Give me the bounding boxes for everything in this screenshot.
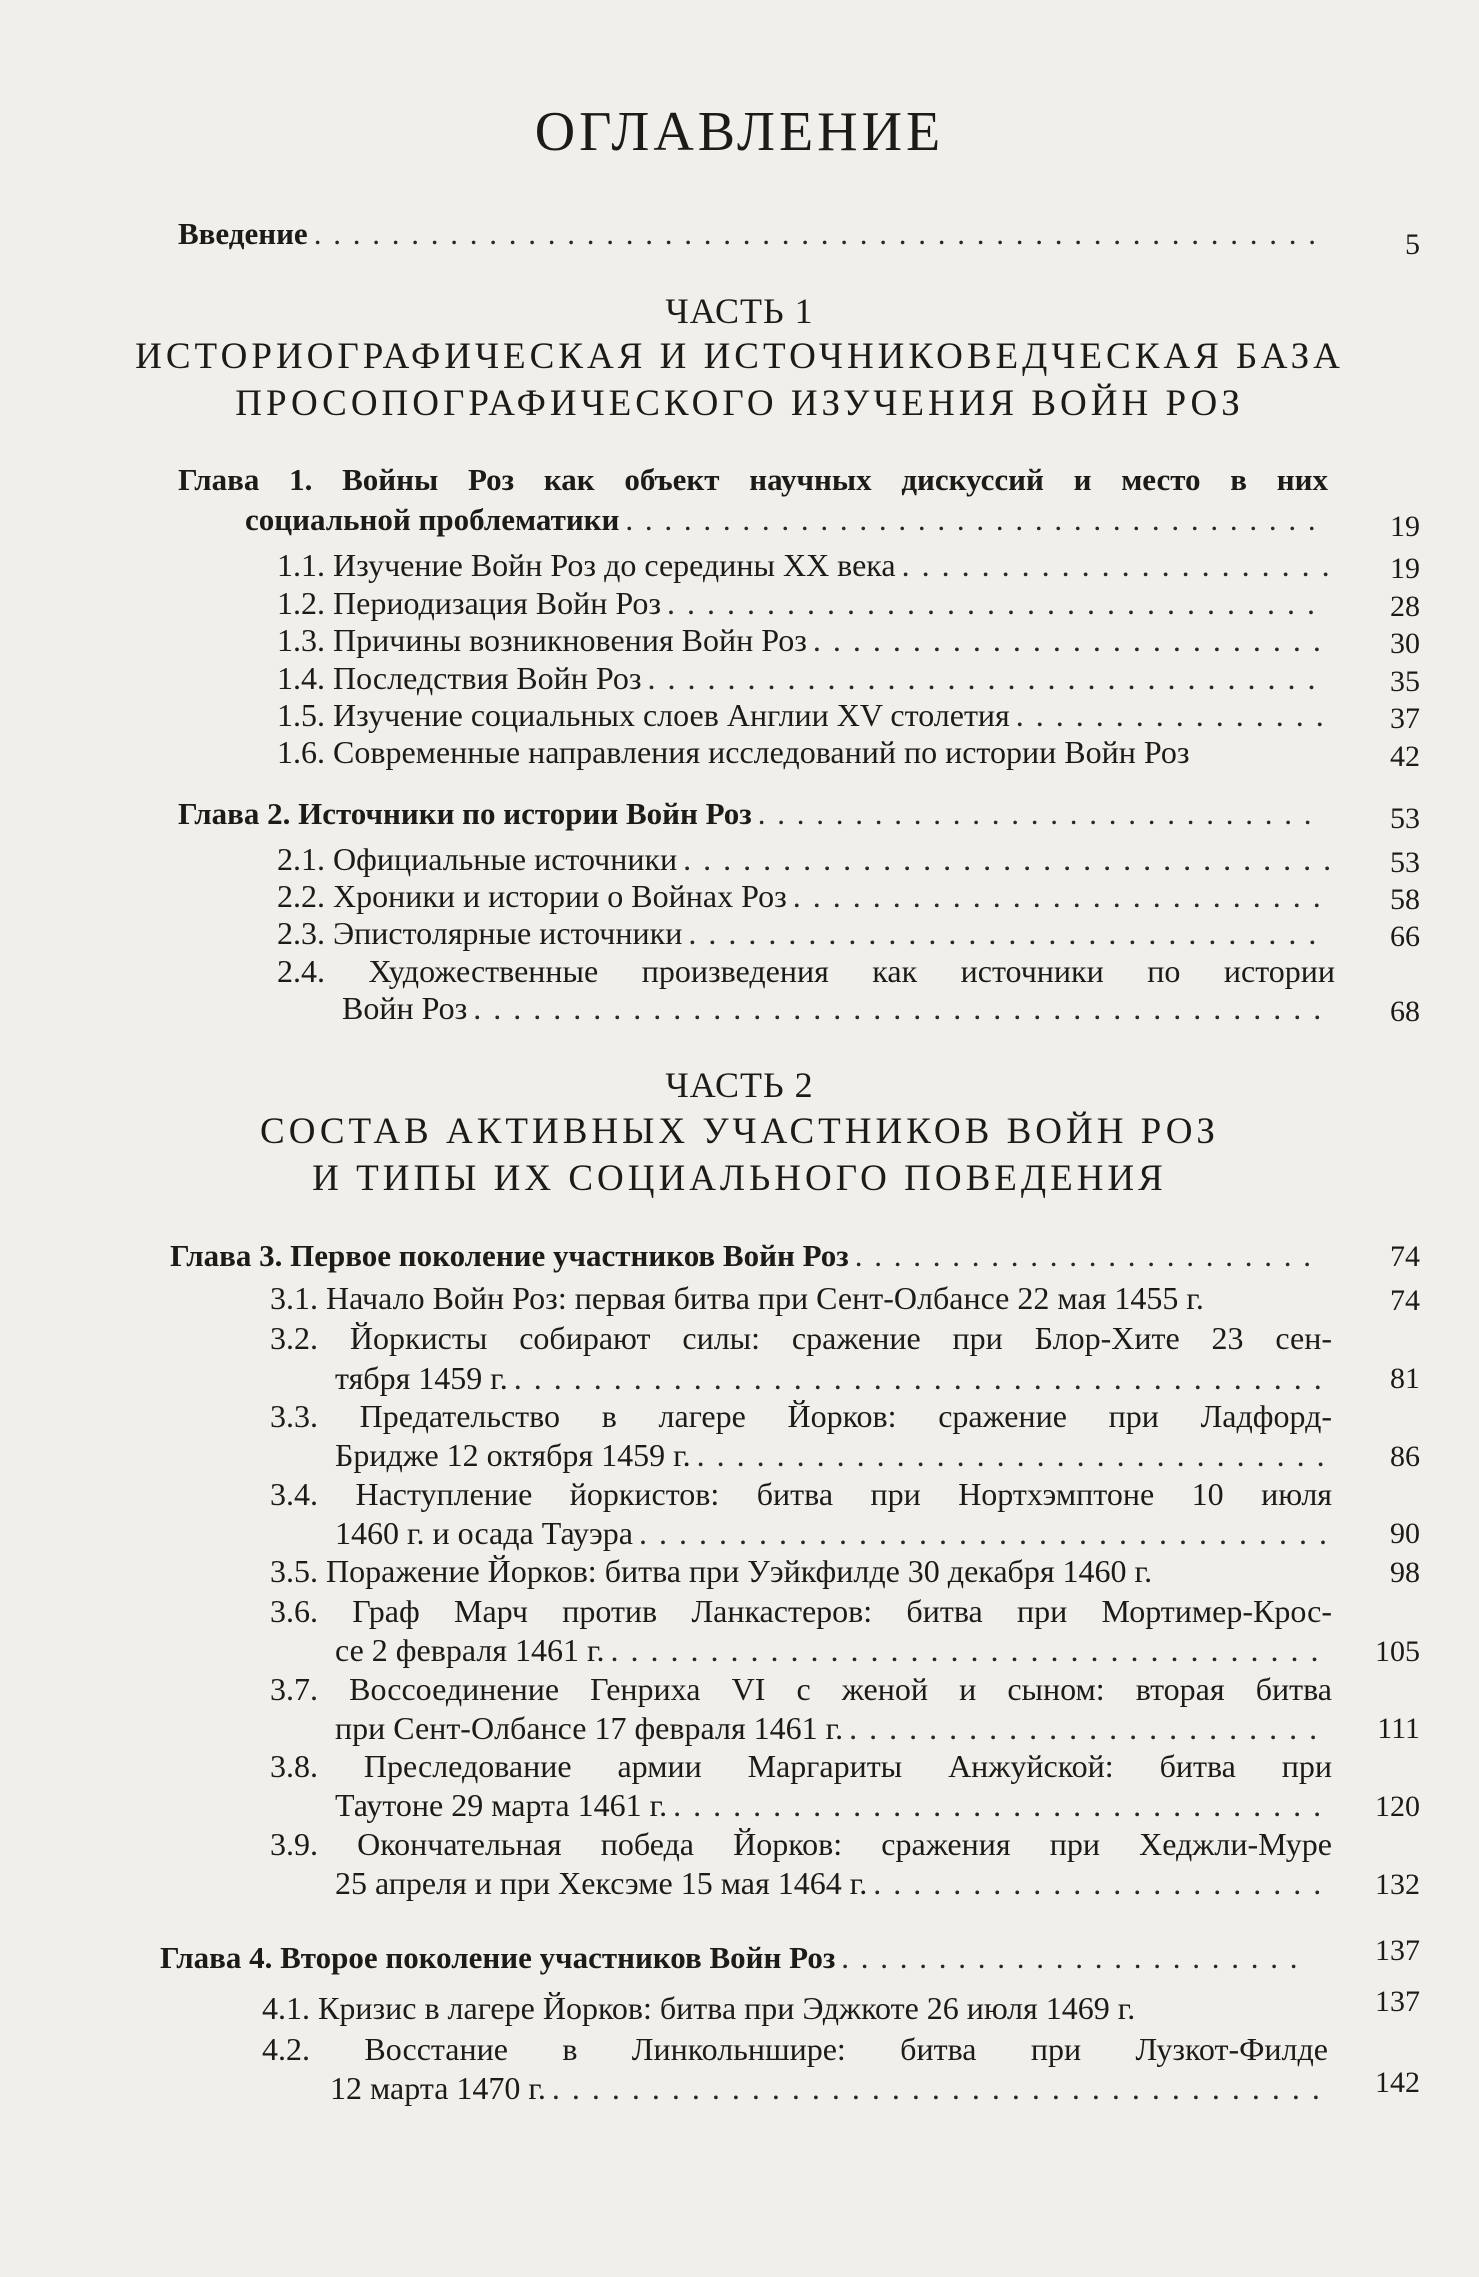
leader-dots — [314, 216, 1322, 252]
toc-entry-1-5[interactable]: 1.5. Изучение социальных слоев Англии XV столетия . . . — [277, 697, 1335, 734]
part-2-title-line2: И ТИПЫ ИХ СОЦИАЛЬНОГО ПОВЕДЕНИЯ — [312, 1158, 1167, 1199]
toc-entry-4-2-line1[interactable]: 4.2. Восстание в Линкольншире: битва при Лузкот-Филде — [262, 2031, 1328, 2067]
page-number: 111 — [1377, 1712, 1420, 1745]
toc-entry-3-8-line1[interactable]: 3.8. Преследование армии Маргариты Анжуйской: битва при — [270, 1748, 1332, 1784]
toc-entry-3-7-line1[interactable]: 3.7. Воссоединение Генриха VI с женой и сыном: вторая битва — [270, 1671, 1332, 1707]
page-number: 137 — [1375, 1934, 1420, 1967]
page-number: 74 — [1390, 1240, 1420, 1273]
toc-entry-2-2[interactable]: 2.2. Хроники и истории о Войнах Роз . . . — [277, 878, 1335, 915]
page-number: 98 — [1390, 1556, 1420, 1589]
part-1-title-line1: ИСТОРИОГРАФИЧЕСКАЯ И ИСТОЧНИКОВЕДЧЕСКАЯ БАЗА — [135, 336, 1344, 377]
toc-entry-3-6[interactable]: се 2 февраля 1461 г. . . . — [335, 1632, 1332, 1669]
page-number: 37 — [1390, 702, 1420, 735]
toc-entry-1-6[interactable]: 1.6. Современные направления исследований по истории Войн Роз — [277, 734, 1190, 770]
part-2-label: ЧАСТЬ 2 — [665, 1065, 814, 1105]
page-title: ОГЛАВЛЕНИЕ — [534, 101, 945, 163]
toc-entry-3-3-line1[interactable]: 3.3. Предательство в лагере Йорков: сражение при Ладфорд- — [270, 1398, 1332, 1434]
page-number: 53 — [1390, 846, 1420, 879]
page-number: 90 — [1390, 1517, 1420, 1550]
page-number: 19 — [1390, 510, 1420, 543]
page-number: 30 — [1390, 627, 1420, 660]
page-number: 19 — [1390, 552, 1420, 585]
page-number: 28 — [1390, 590, 1420, 623]
page-number: 81 — [1390, 1362, 1420, 1395]
toc-entry-2-1[interactable]: 2.1. Официальные источники . . . — [277, 841, 1335, 878]
leader-dots — [793, 878, 1329, 915]
toc-entry-3-9-line1[interactable]: 3.9. Окончательная победа Йорков: сражения при Хеджли-Муре — [270, 1826, 1332, 1862]
toc-entry-3-5[interactable]: 3.5. Поражение Йорков: битва при Уэйкфилде 30 декабря 1460 г. — [270, 1553, 1153, 1589]
toc-entry-4-1[interactable]: 4.1. Кризис в лагере Йорков: битва при Эджкоте 26 июля 1469 г. — [262, 1990, 1136, 2026]
leader-dots — [758, 796, 1322, 832]
leader-dots — [855, 1238, 1314, 1274]
page-number: 142 — [1375, 2066, 1420, 2099]
page-number: 132 — [1375, 1868, 1420, 1901]
leader-dots — [873, 1865, 1326, 1902]
toc-entry-3-7[interactable]: при Сент-Олбансе 17 февраля 1461 г. . . . — [335, 1710, 1332, 1747]
toc-entry-3-4[interactable]: 1460 г. и осада Тауэра . . . — [335, 1515, 1332, 1552]
leader-dots — [667, 585, 1329, 622]
page-number: 74 — [1390, 1284, 1420, 1317]
toc-entry-1-1[interactable]: 1.1. Изучение Войн Роз до середины XX века . . . — [277, 547, 1335, 584]
toc-entry-chapter-4[interactable]: Глава 4. Второе поколение участников Войн Роз . . . — [160, 1940, 1315, 1976]
toc-entry-4-2[interactable]: 12 марта 1470 г. . . . — [330, 2070, 1328, 2107]
leader-dots — [611, 1632, 1326, 1669]
page-number: 42 — [1390, 740, 1420, 773]
toc-entry-3-4-line1[interactable]: 3.4. Наступление йоркистов: битва при Нортхэмптоне 10 июля — [270, 1476, 1332, 1512]
toc-entry-2-3[interactable]: 2.3. Эпистолярные источники . . . — [277, 915, 1335, 952]
leader-dots — [841, 1940, 1309, 1976]
toc-entry-3-2[interactable]: тября 1459 г. . . . — [335, 1360, 1332, 1397]
leader-dots — [902, 547, 1329, 584]
toc-entry-chapter-2[interactable]: Глава 2. Источники по истории Войн Роз . . . — [178, 796, 1328, 832]
toc-entry-3-6-line1[interactable]: 3.6. Граф Марч против Ланкастеров: битва при Мортимер-Крос- — [270, 1593, 1332, 1629]
leader-dots — [552, 2070, 1322, 2107]
part-1-title-line2: ПРОСОПОГРАФИЧЕСКОГО ИЗУЧЕНИЯ ВОЙН РОЗ — [235, 383, 1244, 424]
leader-dots — [473, 990, 1329, 1027]
leader-dots — [697, 1437, 1326, 1474]
leader-dots — [813, 622, 1329, 659]
page-number: 137 — [1375, 1985, 1420, 2018]
leader-dots — [673, 1787, 1326, 1824]
leader-dots — [683, 841, 1329, 878]
page-number: 68 — [1390, 995, 1420, 1028]
toc-entry-chapter-1[interactable]: социальной проблематики . . . — [245, 502, 1335, 538]
leader-dots — [625, 502, 1329, 538]
page-number: 58 — [1390, 883, 1420, 916]
leader-dots — [514, 1360, 1326, 1397]
part-1-label: ЧАСТЬ 1 — [665, 291, 814, 331]
toc-entry-2-4[interactable]: Войн Роз . . . — [342, 990, 1335, 1027]
toc-entry-intro[interactable]: Введение . . . — [178, 216, 1328, 252]
part-2-title-line1: СОСТАВ АКТИВНЫХ УЧАСТНИКОВ ВОЙН РОЗ — [260, 1111, 1219, 1152]
leader-dots — [688, 915, 1329, 952]
toc-entry-3-8[interactable]: Таутоне 29 марта 1461 г. . . . — [335, 1787, 1332, 1824]
toc-entry-3-9[interactable]: 25 апреля и при Хексэме 15 мая 1464 г. . . . — [335, 1865, 1332, 1902]
toc-entry-3-2-line1[interactable]: 3.2. Йоркисты собирают силы: сражение при Блор-Хите 23 сен- — [270, 1320, 1332, 1356]
toc-entry-3-1[interactable]: 3.1. Начало Войн Роз: первая битва при Сент-Олбансе 22 мая 1455 г. — [270, 1280, 1204, 1316]
page-number: 35 — [1390, 665, 1420, 698]
leader-dots — [1016, 697, 1329, 734]
page-number: 53 — [1390, 802, 1420, 835]
toc-entry-1-4[interactable]: 1.4. Последствия Войн Роз . . . — [277, 660, 1335, 697]
leader-dots — [849, 1710, 1326, 1747]
page-number: 105 — [1375, 1635, 1420, 1668]
chapter-1-title[interactable]: Глава 1. Войны Роз как объект научных дискуссий и место в них — [178, 462, 1328, 497]
toc-entry-3-3[interactable]: Бридже 12 октября 1459 г. . . . — [335, 1437, 1332, 1474]
toc-entry-1-3[interactable]: 1.3. Причины возникновения Войн Роз . . . — [277, 622, 1335, 659]
toc-entry-2-4-line1[interactable]: 2.4. Художественные произведения как источники по истории — [277, 953, 1335, 989]
leader-dots — [648, 660, 1329, 697]
toc-entry-chapter-3[interactable]: Глава 3. Первое поколение участников Войн Роз . . . — [170, 1238, 1320, 1274]
leader-dots — [639, 1515, 1326, 1552]
toc-entry-1-2[interactable]: 1.2. Периодизация Войн Роз . . . — [277, 585, 1335, 622]
page-number: 5 — [1405, 228, 1420, 261]
page-number: 120 — [1375, 1790, 1420, 1823]
page-number: 66 — [1390, 920, 1420, 953]
page-number: 86 — [1390, 1440, 1420, 1473]
